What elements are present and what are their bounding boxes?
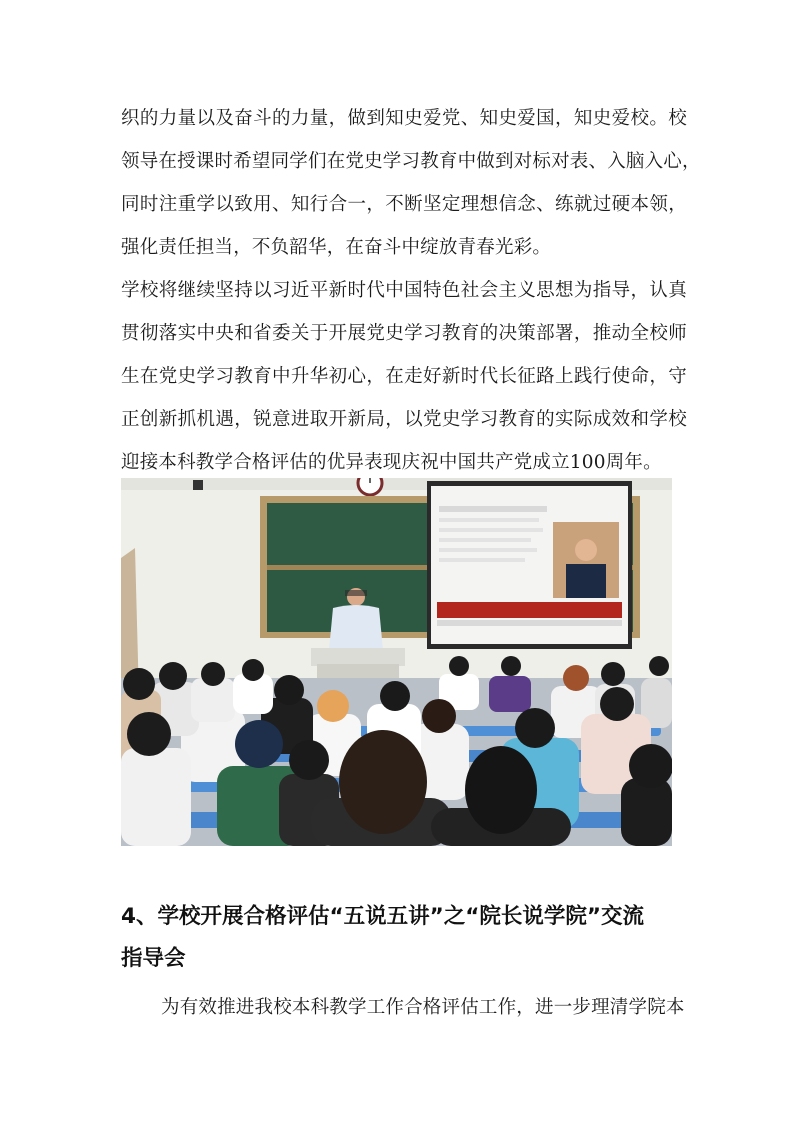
screen-caption-bar [437, 602, 622, 618]
cap-icon [235, 720, 283, 768]
paragraph-line: 学校将继续坚持以习近平新时代中国特色社会主义思想为指导，认真 [121, 280, 687, 301]
podium-top [311, 648, 405, 666]
paragraph-line: 为有效推进我校本科教学工作合格评估工作，进一步理清学院本 [161, 997, 685, 1018]
paragraph-line: 生在党史学习教育中升华初心，在走好新时代长征路上践行使命，守 [121, 366, 687, 387]
paragraph-line: 领导在授课时希望同学们在党史学习教育中做到对标对表、入脑入心， [121, 151, 701, 172]
section-heading-line: 4、学校开展合格评估“五说五讲”之“院长说学院”交流 [121, 904, 644, 929]
paragraph-line: 迎接本科教学合格评估的优异表现庆祝中国共产党成立100周年。 [121, 452, 662, 473]
speaker-icon [193, 480, 203, 490]
paragraph-line: 贯彻落实中央和省委关于开展党史学习教育的决策部署，推动全校师 [121, 323, 687, 344]
foreground-head [339, 730, 427, 834]
paragraph-line: 同时注重学以致用、知行合一，不断坚定理想信念、练就过硬本领， [121, 194, 687, 215]
paragraph-line: 织的力量以及奋斗的力量，做到知史爱党、知史爱国，知史爱校。校 [121, 108, 687, 129]
classroom-lecture-photo [121, 478, 672, 846]
section-heading [121, 896, 687, 980]
wall-clock-icon [358, 478, 382, 495]
paragraph-2 [121, 269, 687, 484]
paragraph-3 [121, 986, 687, 1029]
paragraph-1 [121, 97, 701, 269]
paragraph-line: 强化责任担当，不负韶华，在奋斗中绽放青春光彩。 [121, 237, 552, 258]
section-heading-line: 指导会 [121, 946, 186, 971]
paragraph-line: 正创新抓机遇，锐意进取开新局，以党史学习教育的实际成效和学校 [121, 409, 687, 430]
